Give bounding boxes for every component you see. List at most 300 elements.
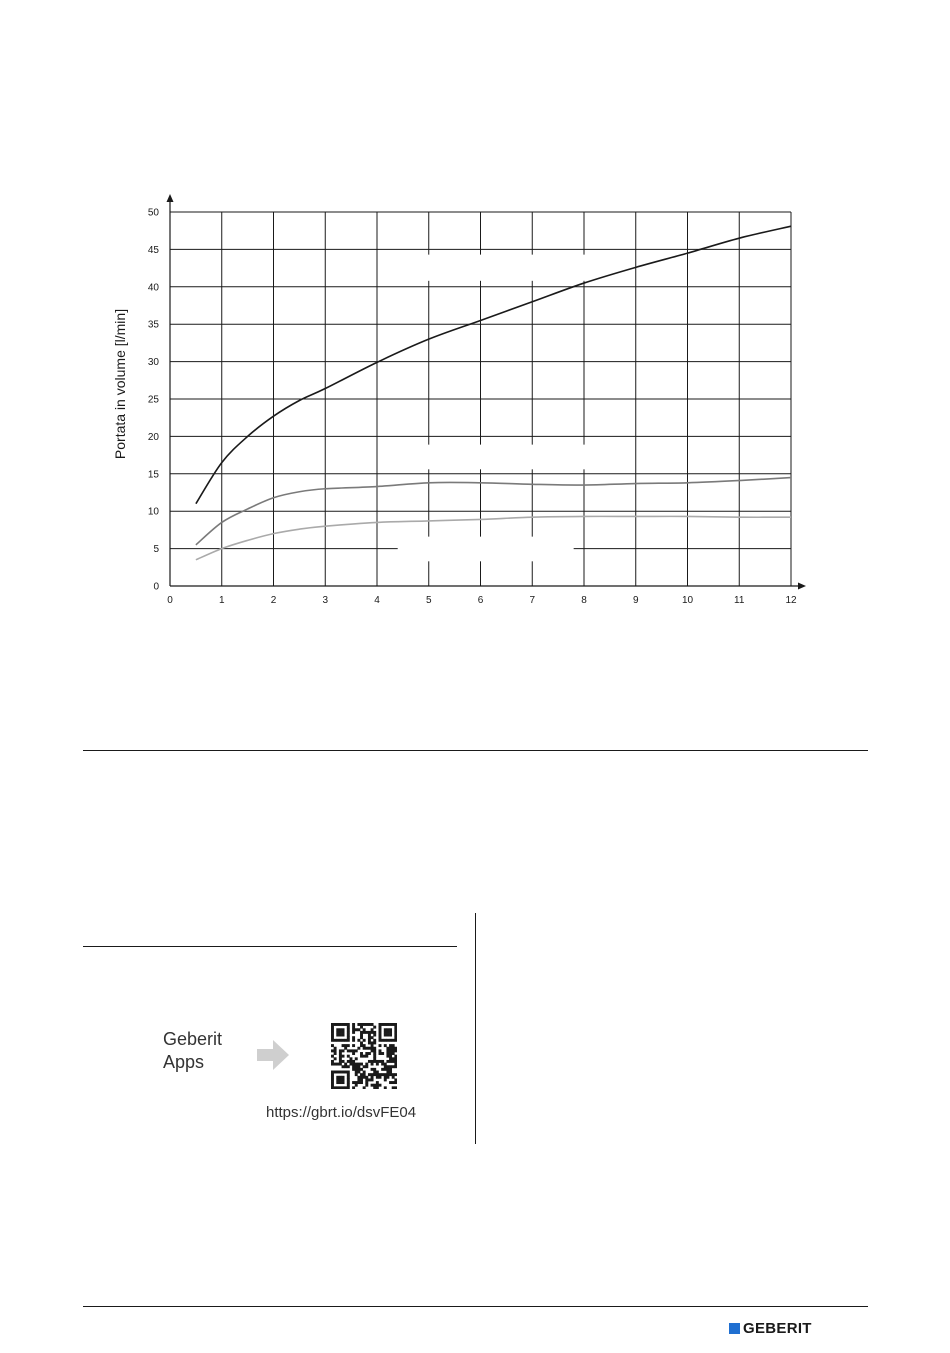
qr-module: [386, 1060, 389, 1063]
x-tick-label: 2: [270, 595, 277, 606]
qr-module: [352, 1039, 355, 1042]
qr-module: [386, 1068, 389, 1071]
qr-module: [360, 1044, 363, 1047]
qr-module: [379, 1049, 382, 1052]
qr-module: [342, 1031, 345, 1034]
qr-module: [331, 1063, 334, 1066]
qr-module: [355, 1063, 358, 1066]
qr-module: [376, 1060, 379, 1063]
qr-module: [371, 1028, 374, 1031]
qr-module: [386, 1071, 389, 1074]
qr-module: [339, 1060, 342, 1063]
qr-module: [368, 1078, 371, 1081]
qr-module: [394, 1086, 397, 1089]
qr-module: [344, 1063, 347, 1066]
x-tick-label: 5: [425, 595, 432, 606]
qr-module: [352, 1052, 355, 1055]
qr-module: [339, 1063, 342, 1066]
qr-module: [331, 1039, 334, 1042]
qr-module: [352, 1026, 355, 1029]
qr-module: [373, 1031, 376, 1034]
qr-module: [365, 1065, 368, 1068]
qr-module: [360, 1023, 363, 1026]
qr-module: [371, 1041, 374, 1044]
qr-module: [360, 1026, 363, 1029]
qr-module: [379, 1052, 382, 1055]
qr-module: [347, 1081, 350, 1084]
qr-module: [379, 1076, 382, 1079]
qr-module: [331, 1026, 334, 1029]
qr-module: [365, 1031, 368, 1034]
qr-module: [376, 1076, 379, 1079]
qr-module: [381, 1060, 384, 1063]
qr-module: [373, 1084, 376, 1087]
qr-module: [360, 1041, 363, 1044]
qr-module: [355, 1071, 358, 1074]
qr-module: [355, 1068, 358, 1071]
qr-module: [352, 1068, 355, 1071]
qr-module: [389, 1065, 392, 1068]
qr-module: [376, 1081, 379, 1084]
qr-module: [339, 1049, 342, 1052]
qr-module: [389, 1071, 392, 1074]
qr-module: [352, 1060, 355, 1063]
chart-axes: [167, 194, 807, 590]
qr-module: [394, 1023, 397, 1026]
qr-module: [336, 1028, 339, 1031]
qr-module: [347, 1060, 350, 1063]
geberit-apps-label: [163, 1028, 222, 1074]
qr-module: [360, 1081, 363, 1084]
qr-module: [339, 1055, 342, 1058]
qr-module: [342, 1049, 345, 1052]
qr-module: [334, 1071, 337, 1074]
qr-module: [384, 1078, 387, 1081]
qr-module: [342, 1078, 345, 1081]
qr-module: [352, 1081, 355, 1084]
chart-grid: [170, 212, 791, 586]
qr-module: [392, 1023, 395, 1026]
qr-module: [331, 1071, 334, 1074]
qr-module: [347, 1084, 350, 1087]
qr-module: [368, 1031, 371, 1034]
y-tick-label: 10: [147, 506, 159, 518]
qr-module: [355, 1028, 358, 1031]
qr-module: [347, 1055, 350, 1058]
x-tick-label: 12: [785, 595, 797, 606]
qr-module: [339, 1052, 342, 1055]
qr-module: [355, 1049, 358, 1052]
qr-module: [342, 1023, 345, 1026]
qr-module: [386, 1073, 389, 1076]
section-divider-left: [83, 946, 457, 947]
qr-module: [344, 1039, 347, 1042]
y-axis-arrow: [167, 194, 174, 202]
qr-module: [394, 1081, 397, 1084]
qr-module: [331, 1086, 334, 1089]
qr-module: [349, 1060, 352, 1063]
qr-module: [379, 1023, 382, 1026]
flow-rate-chart: [0, 0, 950, 660]
qr-module: [389, 1057, 392, 1060]
qr-module: [357, 1065, 360, 1068]
qr-module: [357, 1076, 360, 1079]
qr-module: [352, 1049, 355, 1052]
qr-module: [389, 1052, 392, 1055]
qr-module: [386, 1065, 389, 1068]
footer-divider: [83, 1306, 868, 1307]
qr-module: [334, 1023, 337, 1026]
y-tick-label: 0: [153, 581, 159, 593]
qr-module: [331, 1081, 334, 1084]
qr-module: [376, 1071, 379, 1074]
qr-module: [365, 1047, 368, 1050]
qr-module: [352, 1044, 355, 1047]
qr-module: [342, 1086, 345, 1089]
qr-module: [373, 1055, 376, 1058]
x-axis-arrow: [798, 583, 806, 590]
qr-module: [336, 1063, 339, 1066]
geberit-logo: [729, 1320, 812, 1337]
qr-module: [331, 1031, 334, 1034]
qr-module: [373, 1071, 376, 1074]
qr-module: [355, 1057, 358, 1060]
qr-module: [342, 1044, 345, 1047]
x-tick-label: 9: [632, 595, 639, 606]
qr-module: [357, 1028, 360, 1031]
qr-module: [394, 1063, 397, 1066]
qr-module: [365, 1052, 368, 1055]
qr-module: [392, 1039, 395, 1042]
qr-module: [360, 1052, 363, 1055]
qr-module: [365, 1055, 368, 1058]
qr-module: [334, 1086, 337, 1089]
qr-module: [371, 1063, 374, 1066]
qr-module: [376, 1073, 379, 1076]
qr-module: [352, 1036, 355, 1039]
qr-module: [347, 1073, 350, 1076]
qr-module: [363, 1023, 366, 1026]
qr-module: [384, 1063, 387, 1066]
qr-module: [365, 1076, 368, 1079]
qr-module: [386, 1028, 389, 1031]
qr-module: [389, 1039, 392, 1042]
logo-square-icon: [729, 1323, 740, 1334]
qr-module: [355, 1065, 358, 1068]
qr-module: [363, 1086, 366, 1089]
qr-module: [384, 1031, 387, 1034]
qr-module: [352, 1031, 355, 1034]
qr-module: [342, 1081, 345, 1084]
qr-module: [394, 1028, 397, 1031]
y-tick-label: 5: [153, 544, 159, 556]
qr-module: [368, 1039, 371, 1042]
qr-module: [368, 1034, 371, 1037]
qr-module: [347, 1078, 350, 1081]
qr-module: [363, 1073, 366, 1076]
qr-module: [368, 1023, 371, 1026]
qr-module: [373, 1057, 376, 1060]
qr-module: [389, 1023, 392, 1026]
qr-module: [384, 1073, 387, 1076]
qr-module: [360, 1031, 363, 1034]
qr-module: [394, 1065, 397, 1068]
qr-module: [344, 1023, 347, 1026]
qr-module: [368, 1041, 371, 1044]
qr-module: [381, 1052, 384, 1055]
x-tick-label: 7: [529, 595, 536, 606]
qr-module: [331, 1055, 334, 1058]
qr-module: [365, 1084, 368, 1087]
qr-module: [334, 1049, 337, 1052]
qr-module: [349, 1049, 352, 1052]
qr-module: [371, 1076, 374, 1079]
qr-code-icon[interactable]: [331, 1023, 397, 1089]
qr-module: [394, 1031, 397, 1034]
arrow-right-icon: [255, 1038, 291, 1072]
qr-module: [360, 1063, 363, 1066]
qr-module: [384, 1086, 387, 1089]
apps-url[interactable]: https://gbrt.io/dsvFE04: [266, 1104, 417, 1121]
qr-module: [386, 1047, 389, 1050]
qr-module: [379, 1036, 382, 1039]
qr-module: [384, 1028, 387, 1031]
qr-module: [381, 1039, 384, 1042]
qr-module: [360, 1076, 363, 1079]
x-tick-label: 4: [374, 595, 380, 606]
qr-module: [386, 1039, 389, 1042]
qr-module: [334, 1057, 337, 1060]
y-tick-label: 50: [147, 207, 159, 219]
qr-module: [371, 1060, 374, 1063]
qr-module: [342, 1034, 345, 1037]
qr-module: [394, 1055, 397, 1058]
x-tick-label: 8: [581, 595, 587, 606]
qr-module: [342, 1028, 345, 1031]
qr-module: [371, 1049, 374, 1052]
qr-module: [339, 1078, 342, 1081]
qr-module: [384, 1023, 387, 1026]
qr-module: [344, 1071, 347, 1074]
qr-module: [368, 1036, 371, 1039]
qr-module: [373, 1052, 376, 1055]
qr-module: [373, 1049, 376, 1052]
qr-module: [394, 1036, 397, 1039]
qr-module: [368, 1060, 371, 1063]
qr-module: [339, 1086, 342, 1089]
qr-module: [347, 1065, 350, 1068]
qr-module: [368, 1052, 371, 1055]
apps-label-line2: Apps: [163, 1052, 205, 1072]
qr-module: [357, 1078, 360, 1081]
qr-module: [334, 1063, 337, 1066]
qr-module: [376, 1086, 379, 1089]
qr-module: [347, 1039, 350, 1042]
y-tick-label: 30: [147, 357, 159, 369]
y-tick-label: 45: [147, 244, 159, 256]
qr-module: [386, 1031, 389, 1034]
qr-module: [365, 1023, 368, 1026]
qr-module: [379, 1028, 382, 1031]
qr-module: [394, 1057, 397, 1060]
qr-module: [360, 1068, 363, 1071]
qr-module: [339, 1076, 342, 1079]
qr-module: [347, 1044, 350, 1047]
qr-module: [336, 1086, 339, 1089]
qr-module: [339, 1031, 342, 1034]
qr-module: [371, 1023, 374, 1026]
qr-module: [339, 1034, 342, 1037]
qr-module: [357, 1071, 360, 1074]
qr-module: [331, 1044, 334, 1047]
qr-module: [331, 1078, 334, 1081]
qr-module: [363, 1071, 366, 1074]
qr-module: [371, 1078, 374, 1081]
qr-module: [331, 1049, 334, 1052]
qr-module: [363, 1076, 366, 1079]
qr-module: [381, 1023, 384, 1026]
qr-module: [344, 1086, 347, 1089]
qr-module: [357, 1039, 360, 1042]
qr-module: [389, 1028, 392, 1031]
qr-module: [342, 1060, 345, 1063]
qr-module: [386, 1034, 389, 1037]
qr-module: [336, 1071, 339, 1074]
y-tick-label: 15: [147, 469, 159, 481]
qr-module: [334, 1047, 337, 1050]
qr-module: [379, 1044, 382, 1047]
qr-module: [371, 1073, 374, 1076]
qr-module: [342, 1071, 345, 1074]
qr-module: [389, 1068, 392, 1071]
grid-gap: [398, 537, 574, 562]
qr-module: [373, 1047, 376, 1050]
qr-module: [392, 1060, 395, 1063]
qr-module: [339, 1039, 342, 1042]
qr-module: [392, 1065, 395, 1068]
qr-module: [360, 1055, 363, 1058]
y-tick-label: 40: [147, 282, 159, 294]
y-axis-label: Portata in volume [l/min]: [112, 308, 128, 460]
qr-module: [392, 1076, 395, 1079]
qr-module: [365, 1078, 368, 1081]
qr-module: [352, 1023, 355, 1026]
column-divider: [475, 913, 476, 1144]
qr-module: [355, 1073, 358, 1076]
qr-module: [360, 1073, 363, 1076]
qr-module: [373, 1034, 376, 1037]
qr-module: [394, 1047, 397, 1050]
qr-module: [394, 1078, 397, 1081]
qr-module: [392, 1081, 395, 1084]
qr-module: [349, 1063, 352, 1066]
qr-module: [344, 1065, 347, 1068]
qr-module: [371, 1084, 374, 1087]
qr-module: [347, 1076, 350, 1079]
qr-module: [352, 1063, 355, 1066]
y-tick-label: 25: [147, 394, 159, 406]
qr-module: [394, 1034, 397, 1037]
qr-module: [357, 1063, 360, 1066]
qr-module: [371, 1036, 374, 1039]
apps-label-line1: Geberit: [163, 1029, 223, 1049]
qr-module: [379, 1084, 382, 1087]
qr-module: [386, 1049, 389, 1052]
qr-module: [376, 1084, 379, 1087]
qr-module: [336, 1076, 339, 1079]
qr-module: [373, 1026, 376, 1029]
qr-module: [331, 1073, 334, 1076]
qr-module: [357, 1081, 360, 1084]
qr-module: [336, 1034, 339, 1037]
qr-module: [363, 1039, 366, 1042]
qr-module: [360, 1078, 363, 1081]
qr-module: [352, 1065, 355, 1068]
qr-module: [357, 1047, 360, 1050]
qr-module: [373, 1086, 376, 1089]
qr-module: [363, 1031, 366, 1034]
qr-module: [384, 1065, 387, 1068]
qr-module: [368, 1047, 371, 1050]
qr-module: [389, 1044, 392, 1047]
qr-module: [344, 1047, 347, 1050]
x-tick-label: 0: [167, 595, 173, 606]
qr-module: [379, 1034, 382, 1037]
qr-module: [394, 1060, 397, 1063]
qr-module: [392, 1049, 395, 1052]
qr-module: [384, 1068, 387, 1071]
qr-module: [357, 1068, 360, 1071]
x-tick-label: 11: [734, 595, 745, 606]
qr-module: [371, 1047, 374, 1050]
qr-module: [336, 1023, 339, 1026]
qr-module: [381, 1073, 384, 1076]
qr-module: [331, 1023, 334, 1026]
qr-module: [389, 1031, 392, 1034]
qr-module: [363, 1044, 366, 1047]
qr-module: [336, 1039, 339, 1042]
qr-module: [394, 1073, 397, 1076]
qr-module: [371, 1031, 374, 1034]
qr-module: [392, 1057, 395, 1060]
qr-module: [363, 1028, 366, 1031]
grid-gap: [418, 445, 630, 470]
qr-module: [331, 1036, 334, 1039]
qr-module: [392, 1052, 395, 1055]
qr-module: [355, 1084, 358, 1087]
qr-module: [360, 1036, 363, 1039]
qr-module: [389, 1081, 392, 1084]
qr-module: [334, 1039, 337, 1042]
qr-module: [347, 1031, 350, 1034]
qr-module: [339, 1081, 342, 1084]
grid-gap: [418, 255, 630, 281]
qr-module: [342, 1076, 345, 1079]
qr-module: [331, 1060, 334, 1063]
qr-module: [373, 1073, 376, 1076]
qr-module: [379, 1073, 382, 1076]
qr-module: [347, 1049, 350, 1052]
qr-module: [389, 1060, 392, 1063]
qr-module: [379, 1039, 382, 1042]
qr-module: [347, 1026, 350, 1029]
section-divider-top: [83, 750, 868, 751]
x-tick-label: 1: [218, 595, 225, 606]
qr-module: [339, 1057, 342, 1060]
qr-module: [392, 1086, 395, 1089]
qr-module: [373, 1060, 376, 1063]
qr-module: [373, 1068, 376, 1071]
